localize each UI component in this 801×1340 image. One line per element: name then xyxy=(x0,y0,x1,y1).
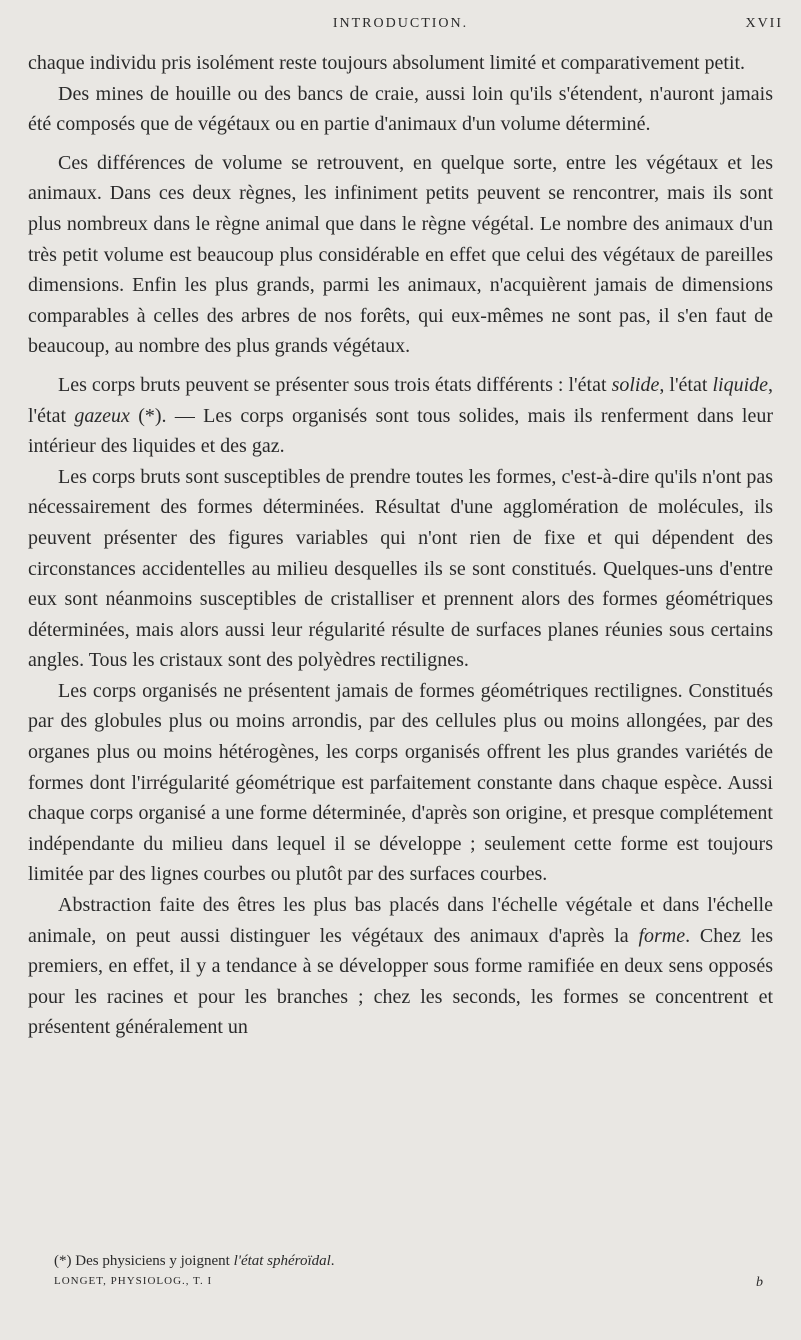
footnote-end: . xyxy=(330,1253,335,1269)
text-run: . Chez les premiers, en effet, il y a tendance à se développer sous forme ramifiée en deux sens opposés pour les racines et pour les branches ; chez les seconds, les formes se concentrent et présentent généralement un xyxy=(28,924,774,1039)
paragraph: Des mines de houille ou des bancs de craie, aussi loin qu'ils s'étendent, n'auront jamais été composés que de végétaux ou en partie d'animaux d'un volume déterminé. xyxy=(28,82,773,136)
footnote xyxy=(54,1250,774,1272)
term-liquid: liquide xyxy=(712,373,768,396)
text-run: Abstraction faite des êtres les plus bas placés dans l'échelle végétale et dans l'échelle animale, on peut aussi distinguer les végétaux des animaux d'après la xyxy=(28,894,773,947)
term-form: forme xyxy=(638,924,686,947)
paragraph: chaque individu pris isolément reste toujours absolument limité et comparativement petit. xyxy=(28,52,746,74)
paragraph-form xyxy=(28,890,773,1043)
text-run: (*). — Les corps organisés sont tous solides, mais ils renferment dans leur intérieur des liquides et des gaz. xyxy=(28,404,774,458)
term-gas: gazeux xyxy=(74,404,130,427)
page-number: XVII xyxy=(745,16,783,31)
footnote-term: l'état sphéroïdal xyxy=(233,1253,331,1269)
footnote-text: (*) Des physiciens y joignent xyxy=(54,1253,234,1269)
text-run: Les corps bruts peuvent se présenter sous trois états différents : l'état xyxy=(58,373,612,396)
signature-mark: b xyxy=(756,1275,764,1290)
signature-line: LONGET, PHYSIOLOG., T. I xyxy=(54,1275,213,1287)
paragraph: Les corps organisés ne présentent jamais de formes géométriques rectilignes. Constitués par des globules plus ou moins arrondis, par des cellules plus ou moins allongées, par des organes plus ou moins hétérogènes, les corps organisés offrent les plus grandes variétés de formes dont l'irrégularité géométrique est parfaitement constante dans chaque espèce. Aussi chaque corps organisé a une forme déterminée, d'après son origine, et presque complétement indépendante du milieu dans lequel il se développe ; seulement cette forme est toujours limitée par des lignes courbes ou plutôt par des surfaces courbes. xyxy=(28,679,773,886)
term-solid: solide xyxy=(611,373,660,396)
text-run: , l'état xyxy=(28,373,773,427)
page-header xyxy=(0,14,801,38)
page-footer xyxy=(54,1275,764,1290)
paragraph: Les corps bruts sont susceptibles de prendre toutes les formes, c'est-à-dire qu'ils n'ont pas nécessairement des formes déterminées. Résultat d'une agglomération de molécules, ils peuvent présenter des figures variables qui n'ont rien de fixe et qui dépendent des circonstances accidentelles au milieu desquelles ils se sont constitués. Quelques-uns d'entre eux sont néanmoins susceptibles de cristalliser et prennent alors des formes géométriques déterminées, mais alors aussi leur régularité résulte de surfaces planes réunies sous certains angles. Tous les cristaux sont des polyèdres rectilignes. xyxy=(28,465,773,672)
running-head: INTRODUCTION. xyxy=(332,16,469,31)
text-run: , l'état xyxy=(659,373,713,396)
paragraph: Ces différences de volume se retrouvent, en quelque sorte, entre les végétaux et les animaux. Dans ces deux règnes, les infiniment petits peuvent se rencontrer, mais ils sont plus nombreux dans le règne animal que dans le règne végétal. Le nombre des animaux d'un très petit volume est beaucoup plus considérable en effet que celui des végétaux de pareilles dimensions. Enfin les plus grands, parmi les animaux, n'acquièrent jamais de dimensions comparables à celles des arbres de nos forêts, qui eux-mêmes ne sont pas, il s'en faut de beaucoup, au nombre des plus grands végétaux. xyxy=(28,151,773,358)
body-text xyxy=(28,48,773,1043)
paragraph-states xyxy=(28,370,773,462)
